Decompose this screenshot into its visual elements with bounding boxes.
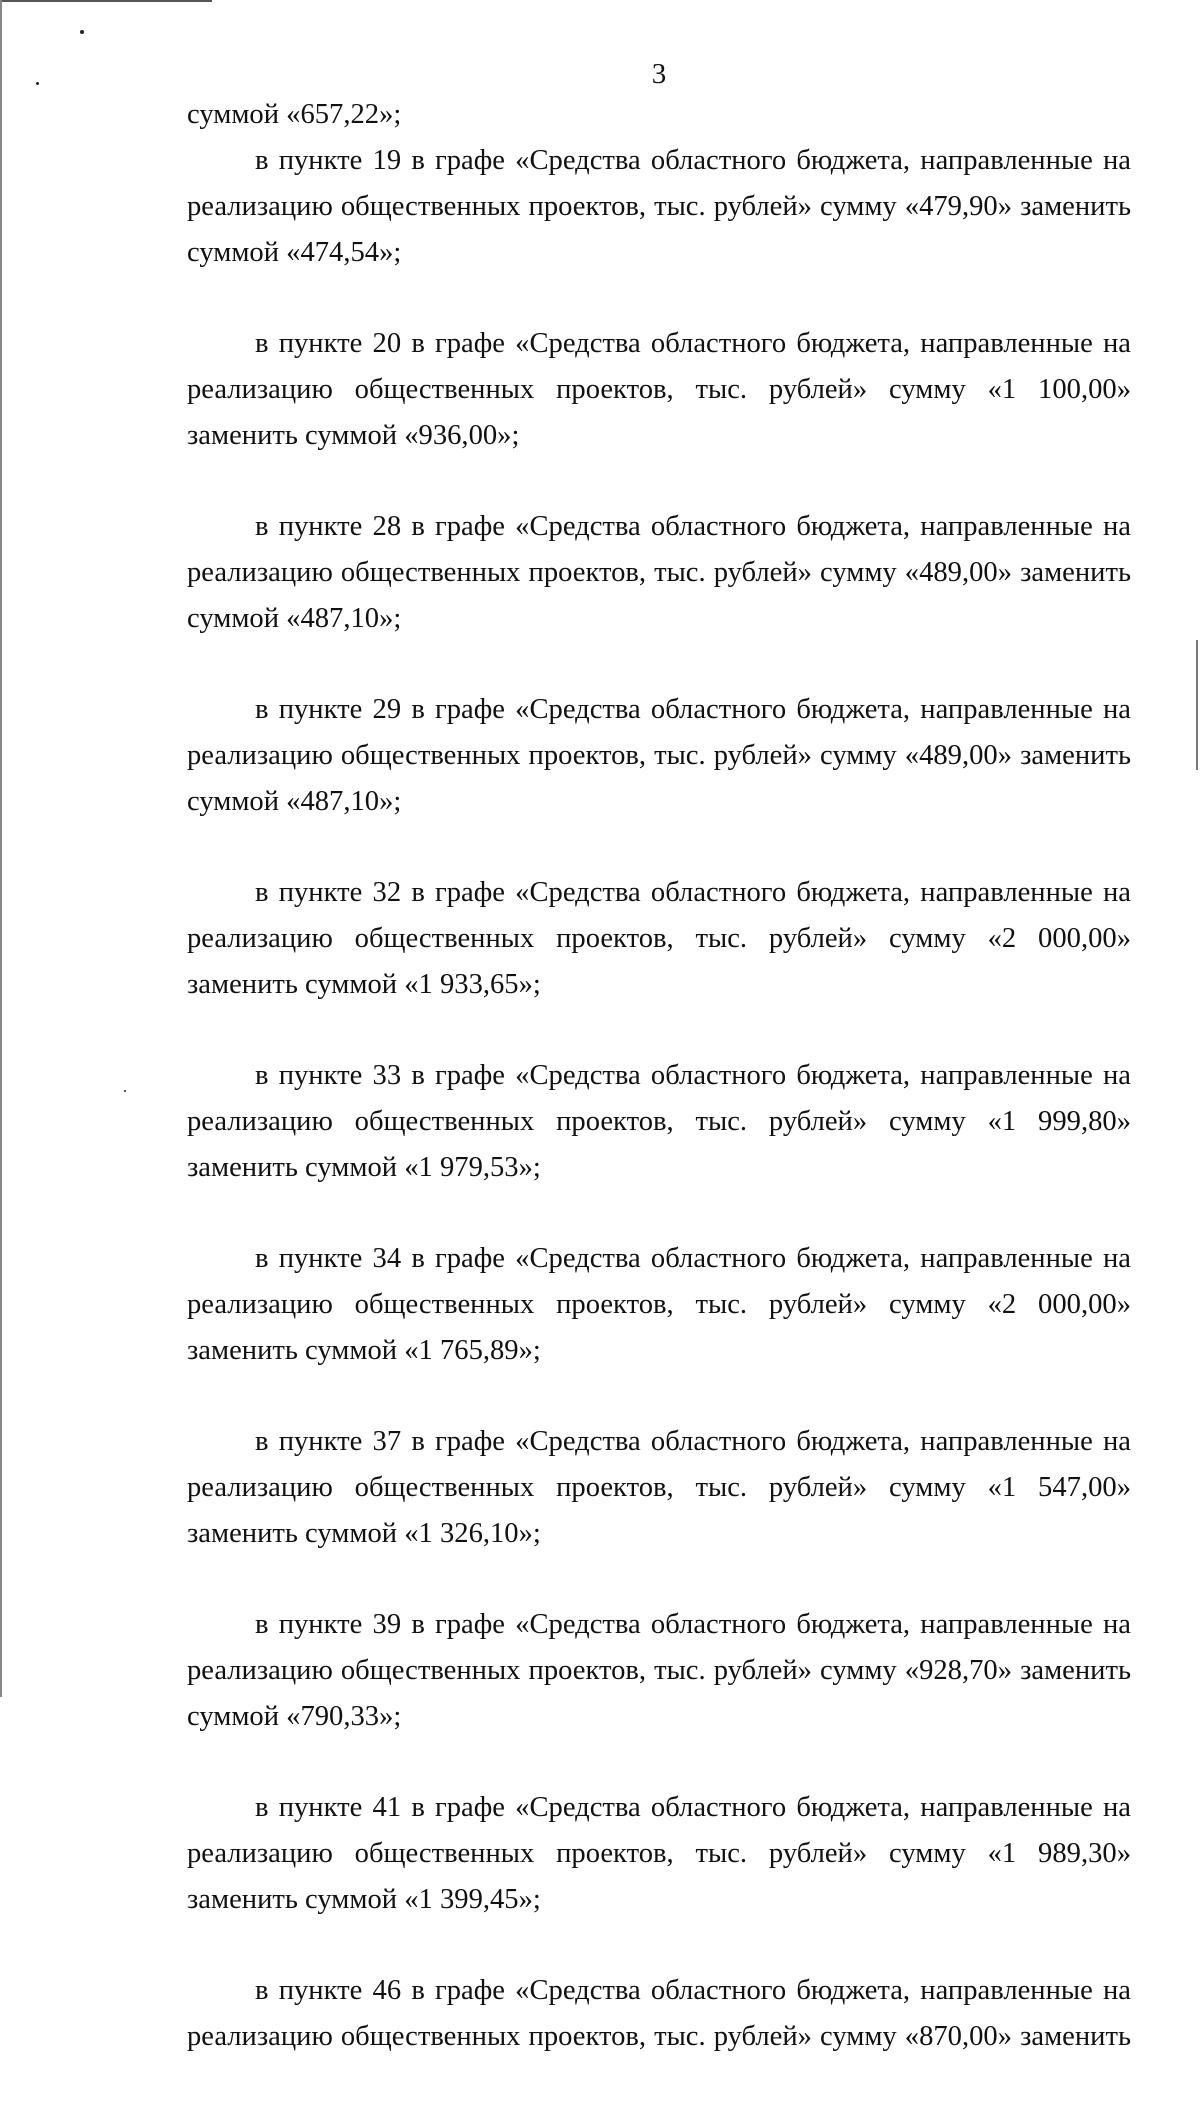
text-line: в пункте 46 в графе «Средства областного бюджета, направленные на xyxy=(255,1975,1131,2007)
amendment-paragraph xyxy=(187,138,1131,275)
scan-speck xyxy=(124,1090,126,1092)
text-line: в пункте 34 в графе «Средства областного бюджета, направленные на xyxy=(255,1243,1131,1275)
amendment-paragraph xyxy=(187,1419,1131,1556)
text-line: реализацию общественных проектов, тыс. рублей» сумму «870,00» заменить xyxy=(187,2020,1131,2052)
text-line: суммой «790,33»; xyxy=(187,1700,402,1732)
scan-speck xyxy=(80,30,84,34)
text-line: суммой «487,10»; xyxy=(187,785,402,817)
text-line: в пункте 20 в графе «Средства областного бюджета, направленные на xyxy=(255,328,1131,360)
amendment-paragraph xyxy=(187,1968,1131,2060)
amendment-paragraph xyxy=(187,1053,1131,1190)
text-line: реализацию общественных проектов, тыс. рублей» сумму «1 547,00» xyxy=(187,1471,1131,1503)
amendment-paragraph xyxy=(187,321,1131,458)
scan-edge-left xyxy=(0,0,2,1697)
scan-edge-top xyxy=(0,0,212,2)
amendment-paragraph xyxy=(187,687,1131,824)
page-number: 3 xyxy=(651,58,667,90)
document-body xyxy=(187,92,1131,2105)
text-line: в пункте 32 в графе «Средства областного бюджета, направленные на xyxy=(255,877,1131,909)
amendment-paragraph xyxy=(187,1602,1131,1739)
text-line: в пункте 37 в графе «Средства областного бюджета, направленные на xyxy=(255,1426,1131,1458)
text-line: заменить суммой «1 979,53»; xyxy=(187,1151,541,1183)
text-line: суммой «657,22»; xyxy=(187,99,402,130)
text-line: реализацию общественных проектов, тыс. рублей» сумму «2 000,00» xyxy=(187,1288,1131,1320)
scan-edge-right xyxy=(1196,640,1198,770)
text-line: реализацию общественных проектов, тыс. рублей» сумму «489,00» заменить xyxy=(187,556,1131,588)
text-line: в пункте 41 в графе «Средства областного бюджета, направленные на xyxy=(255,1792,1131,1824)
amendment-paragraph xyxy=(187,504,1131,641)
text-line: заменить суммой «1 399,45»; xyxy=(187,1883,541,1915)
text-line: реализацию общественных проектов, тыс. рублей» сумму «1 989,30» xyxy=(187,1837,1131,1869)
text-line: реализацию общественных проектов, тыс. рублей» сумму «479,90» заменить xyxy=(187,190,1131,222)
text-line: суммой «474,54»; xyxy=(187,236,402,268)
text-line: реализацию общественных проектов, тыс. рублей» сумму «2 000,00» xyxy=(187,922,1131,954)
paragraph-continuation xyxy=(187,92,1131,138)
text-line: в пункте 33 в графе «Средства областного бюджета, направленные на xyxy=(255,1060,1131,1092)
text-line: заменить суммой «1 933,65»; xyxy=(187,968,541,1000)
text-line: в пункте 29 в графе «Средства областного бюджета, направленные на xyxy=(255,694,1131,726)
amendment-paragraph xyxy=(187,1236,1131,1373)
text-line: реализацию общественных проектов, тыс. рублей» сумму «489,00» заменить xyxy=(187,739,1131,771)
text-line: в пункте 39 в графе «Средства областного бюджета, направленные на xyxy=(255,1609,1131,1641)
amendment-paragraph xyxy=(187,870,1131,1007)
text-line: заменить суммой «1 326,10»; xyxy=(187,1517,541,1549)
text-line: в пункте 28 в графе «Средства областного бюджета, направленные на xyxy=(255,511,1131,543)
text-line: суммой «487,10»; xyxy=(187,602,402,634)
text-line: реализацию общественных проектов, тыс. рублей» сумму «928,70» заменить xyxy=(187,1654,1131,1686)
amendment-paragraph xyxy=(187,1785,1131,1922)
text-line: реализацию общественных проектов, тыс. рублей» сумму «1 999,80» xyxy=(187,1105,1131,1137)
text-line: заменить суммой «1 765,89»; xyxy=(187,1334,541,1366)
text-line: реализацию общественных проектов, тыс. рублей» сумму «1 100,00» xyxy=(187,373,1131,405)
text-line: заменить суммой «936,00»; xyxy=(187,419,520,451)
text-line: в пункте 19 в графе «Средства областного бюджета, направленные на xyxy=(255,145,1131,177)
